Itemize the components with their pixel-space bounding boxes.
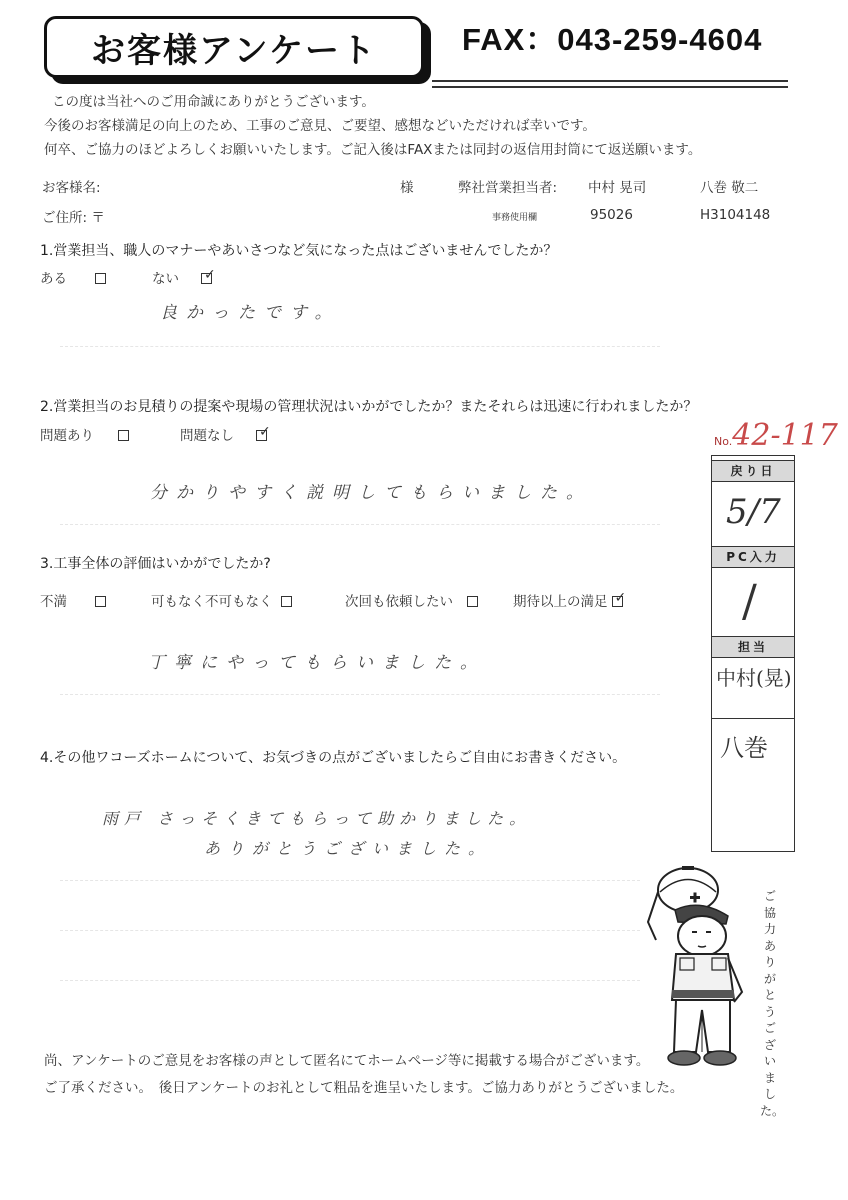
checkbox[interactable]: [95, 596, 106, 607]
checkbox[interactable]: [118, 430, 129, 441]
q4-answer-line-2: ありがとうございました。: [204, 839, 493, 858]
option-label: 次回も依頼したい: [345, 594, 453, 610]
returned-date-header: 戻り日: [712, 460, 794, 482]
option-label: 不満: [40, 594, 67, 610]
q3-option-repeat[interactable]: [345, 590, 478, 610]
checkbox-checked[interactable]: [201, 266, 216, 284]
checkbox[interactable]: [467, 596, 478, 607]
customer-name-label: お客様名:: [42, 180, 101, 196]
footer-note: [44, 1048, 683, 1102]
q1-answer: 良かったです。: [160, 303, 341, 323]
receipt-number: [714, 418, 838, 453]
option-label: ない: [152, 271, 179, 287]
staff-header: 担当: [712, 636, 794, 658]
office-use-box: [711, 455, 795, 852]
sales-rep-name-2: 八巻 敬二: [700, 180, 759, 196]
q3-option-neutral[interactable]: [151, 590, 292, 610]
answer-line: [60, 524, 660, 525]
option-label: 期待以上の満足: [513, 594, 608, 610]
checkbox-checked[interactable]: [256, 423, 271, 441]
answer-line: [60, 694, 660, 695]
answer-line: [60, 346, 660, 347]
check-mark-icon: ✓: [614, 589, 627, 606]
header-rule-1: [432, 80, 788, 82]
checkbox[interactable]: [95, 273, 106, 284]
q2-option-problem[interactable]: [40, 424, 129, 444]
survey-title: お客様アンケート: [44, 16, 424, 78]
option-label: 問題あり: [40, 428, 94, 444]
intro-line: 何卒、ご協力のほどよろしくお願いいたします。ご記入後はFAXまたは同封の返信用封筒にて返送願います。: [44, 142, 702, 158]
returned-date-value: 5/7: [726, 492, 781, 532]
option-label: ある: [40, 271, 67, 287]
pc-input-value: /: [742, 576, 757, 627]
address-label: ご住所: 〒: [42, 210, 105, 226]
staff-divider: [712, 718, 794, 719]
office-code-1: 95026: [590, 207, 633, 223]
pc-input-header: PC入力: [712, 546, 794, 568]
office-use-label: 事務使用欄: [492, 213, 538, 223]
office-code-2: H3104148: [700, 207, 771, 223]
check-mark-icon: ✓: [259, 423, 271, 440]
q2-answer: 分かりやすく説明してもらいました。: [150, 483, 592, 503]
q4-answer-line-1: 雨戸 さっそくきてもらって助かりました。: [102, 809, 532, 828]
q3-option-exceeded[interactable]: [513, 589, 627, 610]
mascot-thanks-text: ご協力ありがとうございました。: [760, 889, 785, 1118]
honorific-label: 様: [400, 180, 414, 196]
checkbox[interactable]: [281, 596, 292, 607]
option-label: 可もなく不可もなく: [151, 594, 273, 610]
staff-value-2: 八巻: [720, 734, 768, 762]
intro-line: この度は当社へのご用命誠にありがとうございます。: [52, 94, 375, 110]
footer-line: ご了承ください。 後日アンケートのお礼として粗品を進呈いたします。ご協力ありがとうございました。: [44, 1080, 684, 1096]
intro-text: [44, 90, 701, 162]
q3-option-dissatisfied[interactable]: [40, 590, 106, 610]
answer-line: [60, 980, 640, 981]
question-4: 4.その他ワコーズホームについて、お気づきの点がございましたらご自由にお書きください。: [40, 750, 627, 766]
sales-rep-label: 弊社営業担当者:: [458, 180, 558, 196]
header-rule-2: [432, 86, 788, 88]
receipt-number-value: 42-117: [732, 418, 838, 453]
answer-line: [60, 880, 640, 881]
question-2: 2.営業担当のお見積りの提案や現場の管理状況はいかがでしたか？またそれらは迅速に行われましたか？: [40, 399, 698, 415]
question-1: 1.営業担当、職人のマナーやあいさつなど気になった点はございませんでしたか？: [40, 243, 558, 259]
q2-option-no-problem[interactable]: [180, 423, 271, 444]
footer-line: 尚、アンケートのご意見をお客様の声として匿名にてホームページ等に掲載する場合がございます。: [44, 1053, 650, 1069]
receipt-number-prefix: No.: [714, 435, 733, 448]
question-3: 3.工事全体の評価はいかがでしたか?: [40, 556, 271, 572]
check-mark-icon: ✓: [204, 266, 216, 283]
intro-line: 今後のお客様満足の向上のため、工事のご意見、ご要望、感想などいただければ幸いです。: [44, 118, 596, 134]
q3-answer: 丁寧にやってもらいました。: [148, 653, 486, 673]
q1-option-no[interactable]: [152, 266, 216, 287]
sales-rep-name: 中村 晃司: [588, 180, 647, 196]
mascot-worker-illustration: [630, 862, 760, 1072]
q1-option-yes[interactable]: [40, 267, 106, 287]
option-label: 問題なし: [180, 428, 234, 444]
staff-value-1: 中村(晃): [716, 666, 792, 690]
checkbox-checked[interactable]: [612, 589, 627, 607]
fax-number: FAX：043-259-4604: [462, 22, 763, 57]
answer-line: [60, 930, 640, 931]
